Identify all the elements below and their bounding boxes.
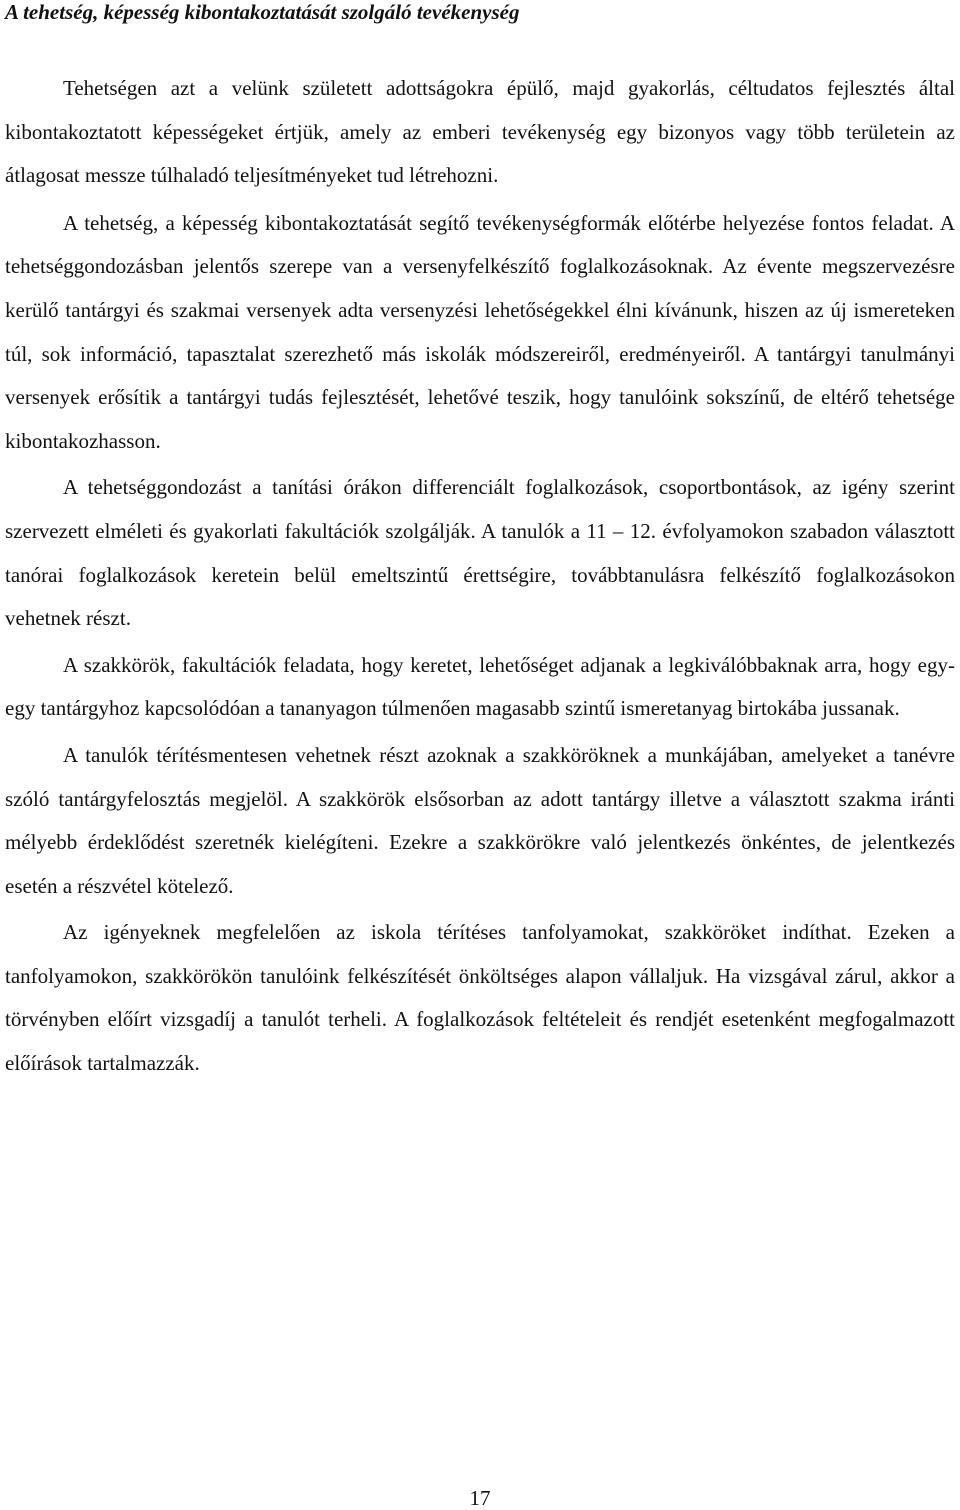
- paragraph-competitions: A tehetség, a képesség kibontakoztatását segítő tevékenységformák előtérbe helyezése fontos feladat. A tehetséggondozásban jelentős szerepe van a versenyfelkészítő foglalkozásoknak. Az évente megszervezésre kerülő tantárgyi és szakmai versenyek adta versenyzési lehetőségekkel élni kívánunk, hiszen az új ismereteken túl, sok információ, tapasztalat szerezhető más iskolák módszereiről, eredményeiről. A tantárgyi tanulmányi versenyek erősítik a tantárgyi tudás fejlesztését, lehetővé teszik, hogy tanulóink sokszínű, de eltérő tehetsége kibontakozhasson.: [5, 210, 955, 453]
- paragraph-talent-definition: Tehetségen azt a velünk született adottságokra épülő, majd gyakorlás, céltudatos fejlesztés által kibontakoztatott képességeket értjük, amely az emberi tevékenység egy bizonyos vagy több területein az átlagosat messze túlhaladó teljesítményeket tud létrehozni.: [5, 76, 955, 188]
- paragraph-study-groups-purpose: A szakkörök, fakultációk feladata, hogy keretet, lehetőséget adjanak a legkiválóbbaknak arra, hogy egy-egy tantárgyhoz kapcsolódóan a tananyagon túlmenően magasabb szintű ismeretanyag birtokába jussanak.: [5, 652, 955, 721]
- section-heading: A tehetség, képesség kibontakoztatását szolgáló tevékenység: [5, 0, 520, 24]
- page-number: 17: [469, 1486, 491, 1510]
- paragraph-paid-courses: Az igényeknek megfelelően az iskola térítéses tanfolyamokat, szakköröket indíthat. Ezeken a tanfolyamokon, szakkörökön tanulóink felkészítését önköltséges alapon vállaljuk. Ha vizsgával zárul, akkor a törvényben előírt vizsgadíj a tanulót terheli. A foglalkozások feltételeit és rendjét esetenként megfogalmazott előírások tartalmazzák.: [5, 920, 955, 1076]
- document-page: [5, 0, 955, 1086]
- paragraph-differentiated-classes: A tehetséggondozást a tanítási órákon differenciált foglalkozások, csoportbontások, az igény szerint szervezett elméleti és gyakorlati fakultációk szolgálják. A tanulók a 11 – 12. évfolyamokon szabadon választott tanórai foglalkozások keretein belül emeltszintű érettségire, továbbtanulásra felkészítő foglalkozásokon vehetnek részt.: [5, 475, 955, 631]
- paragraph-free-study-groups: A tanulók térítésmentesen vehetnek részt azoknak a szakköröknek a munkájában, amelyeket a tanévre szóló tantárgyfelosztás megjelöl. A szakkörök elsősorban az adott tantárgy illetve a választott szakma iránti mélyebb érdeklődést szeretnék kielégíteni. Ezekre a szakkörökre való jelentkezés önkéntes, de jelentkezés esetén a részvétel kötelező.: [5, 742, 955, 898]
